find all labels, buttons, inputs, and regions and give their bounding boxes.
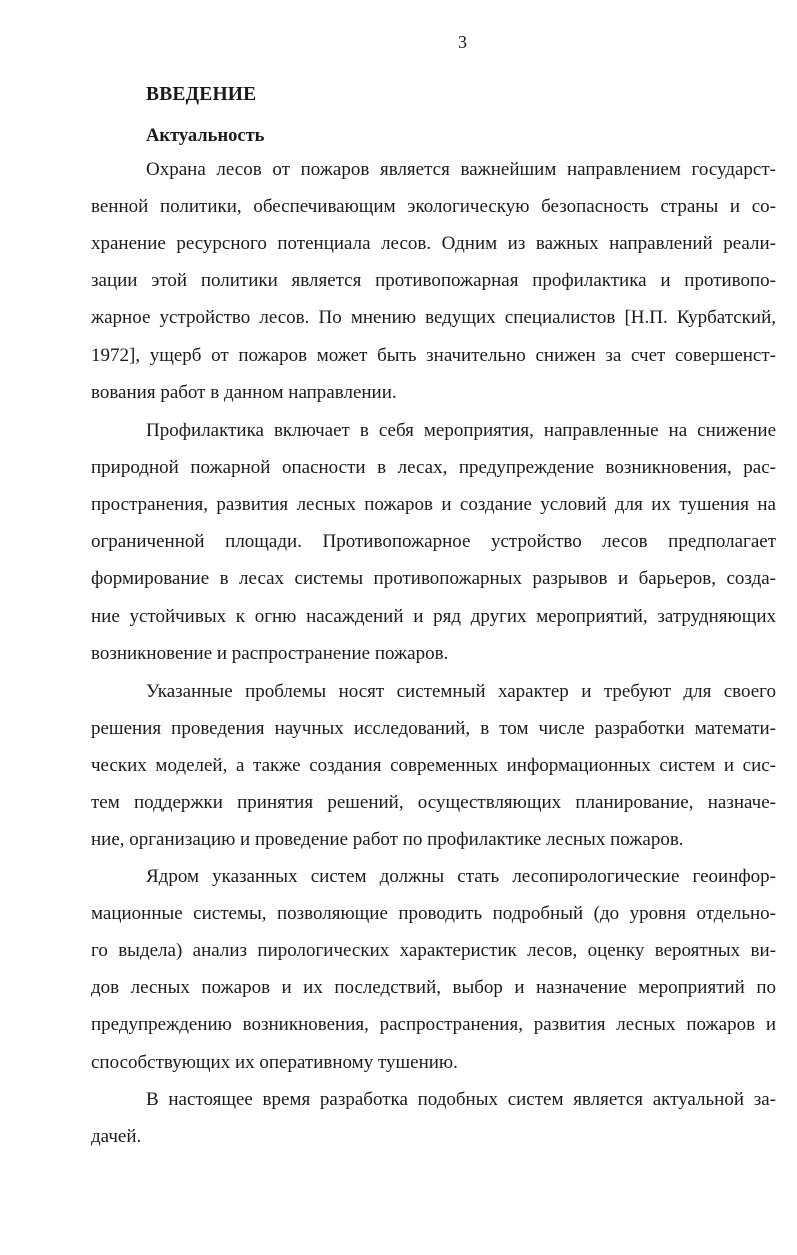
text-line: дов лесных пожаров и их последствий, выбор и назначение мероприятий по <box>91 977 776 999</box>
text-line: дачей. <box>91 1126 142 1148</box>
text-line: Охрана лесов от пожаров является важнейшим направлением государст- <box>146 159 776 180</box>
text-line: пространения, развития лесных пожаров и создание условий для их тушения на <box>91 494 776 516</box>
text-line: хранение ресурсного потенциала лесов. Одним из важных направлений реали- <box>91 233 776 255</box>
text-line: В настоящее время разработка подобных систем является актуальной за- <box>146 1089 776 1110</box>
text-line: решения проведения научных исследований, в том числе разработки математи- <box>91 718 776 740</box>
text-line: Профилактика включает в себя мероприятия, направленные на снижение <box>146 420 776 441</box>
text-line: формирование в лесах системы противопожарных разрывов и барьеров, созда- <box>91 568 776 590</box>
page-number: 3 <box>458 32 467 52</box>
text-line: Указанные проблемы носят системный характер и требуют для своего <box>146 681 776 702</box>
text-line: 1972], ущерб от пожаров может быть значительно снижен за счет совершенст- <box>91 344 776 366</box>
text-line: природной пожарной опасности в лесах, предупреждение возникновения, рас- <box>91 457 776 479</box>
text-line: ние, организацию и проведение работ по профилактике лесных пожаров. <box>91 829 684 851</box>
text-line: венной политики, обеспечивающим экологическую безопасность страны и со- <box>91 196 776 218</box>
text-line: ние устойчивых к огню насаждений и ряд других мероприятий, затрудняющих <box>91 605 776 627</box>
subsection-heading: Актуальность <box>146 126 265 146</box>
text-line: го выдела) анализ пирологических характеристик лесов, оценку вероятных ви- <box>91 940 776 962</box>
text-line: зации этой политики является противопожарная профилактика и противопо- <box>91 270 776 292</box>
text-line: ческих моделей, а также создания современных информационных систем и сис- <box>91 755 776 777</box>
text-line: мационные системы, позволяющие проводить подробный (до уровня отдельно- <box>91 903 776 925</box>
text-line: предупреждению возникновения, распространения, развития лесных пожаров и <box>91 1014 776 1036</box>
text-line: способствующих их оперативному тушению. <box>91 1051 458 1073</box>
text-line: жарное устройство лесов. По мнению ведущих специалистов [Н.П. Курбатский, <box>91 307 776 329</box>
text-line: тем поддержки принятия решений, осуществляющих планирование, назначе- <box>91 792 776 814</box>
text-line: вования работ в данном направлении. <box>91 381 397 403</box>
text-line: возникновение и распространение пожаров. <box>91 642 449 664</box>
section-heading: ВВЕДЕНИЕ <box>146 84 257 105</box>
text-line: ограниченной площади. Противопожарное устройство лесов предполагает <box>91 531 776 553</box>
text-line: Ядром указанных систем должны стать лесопирологические геоинфор- <box>146 866 776 887</box>
